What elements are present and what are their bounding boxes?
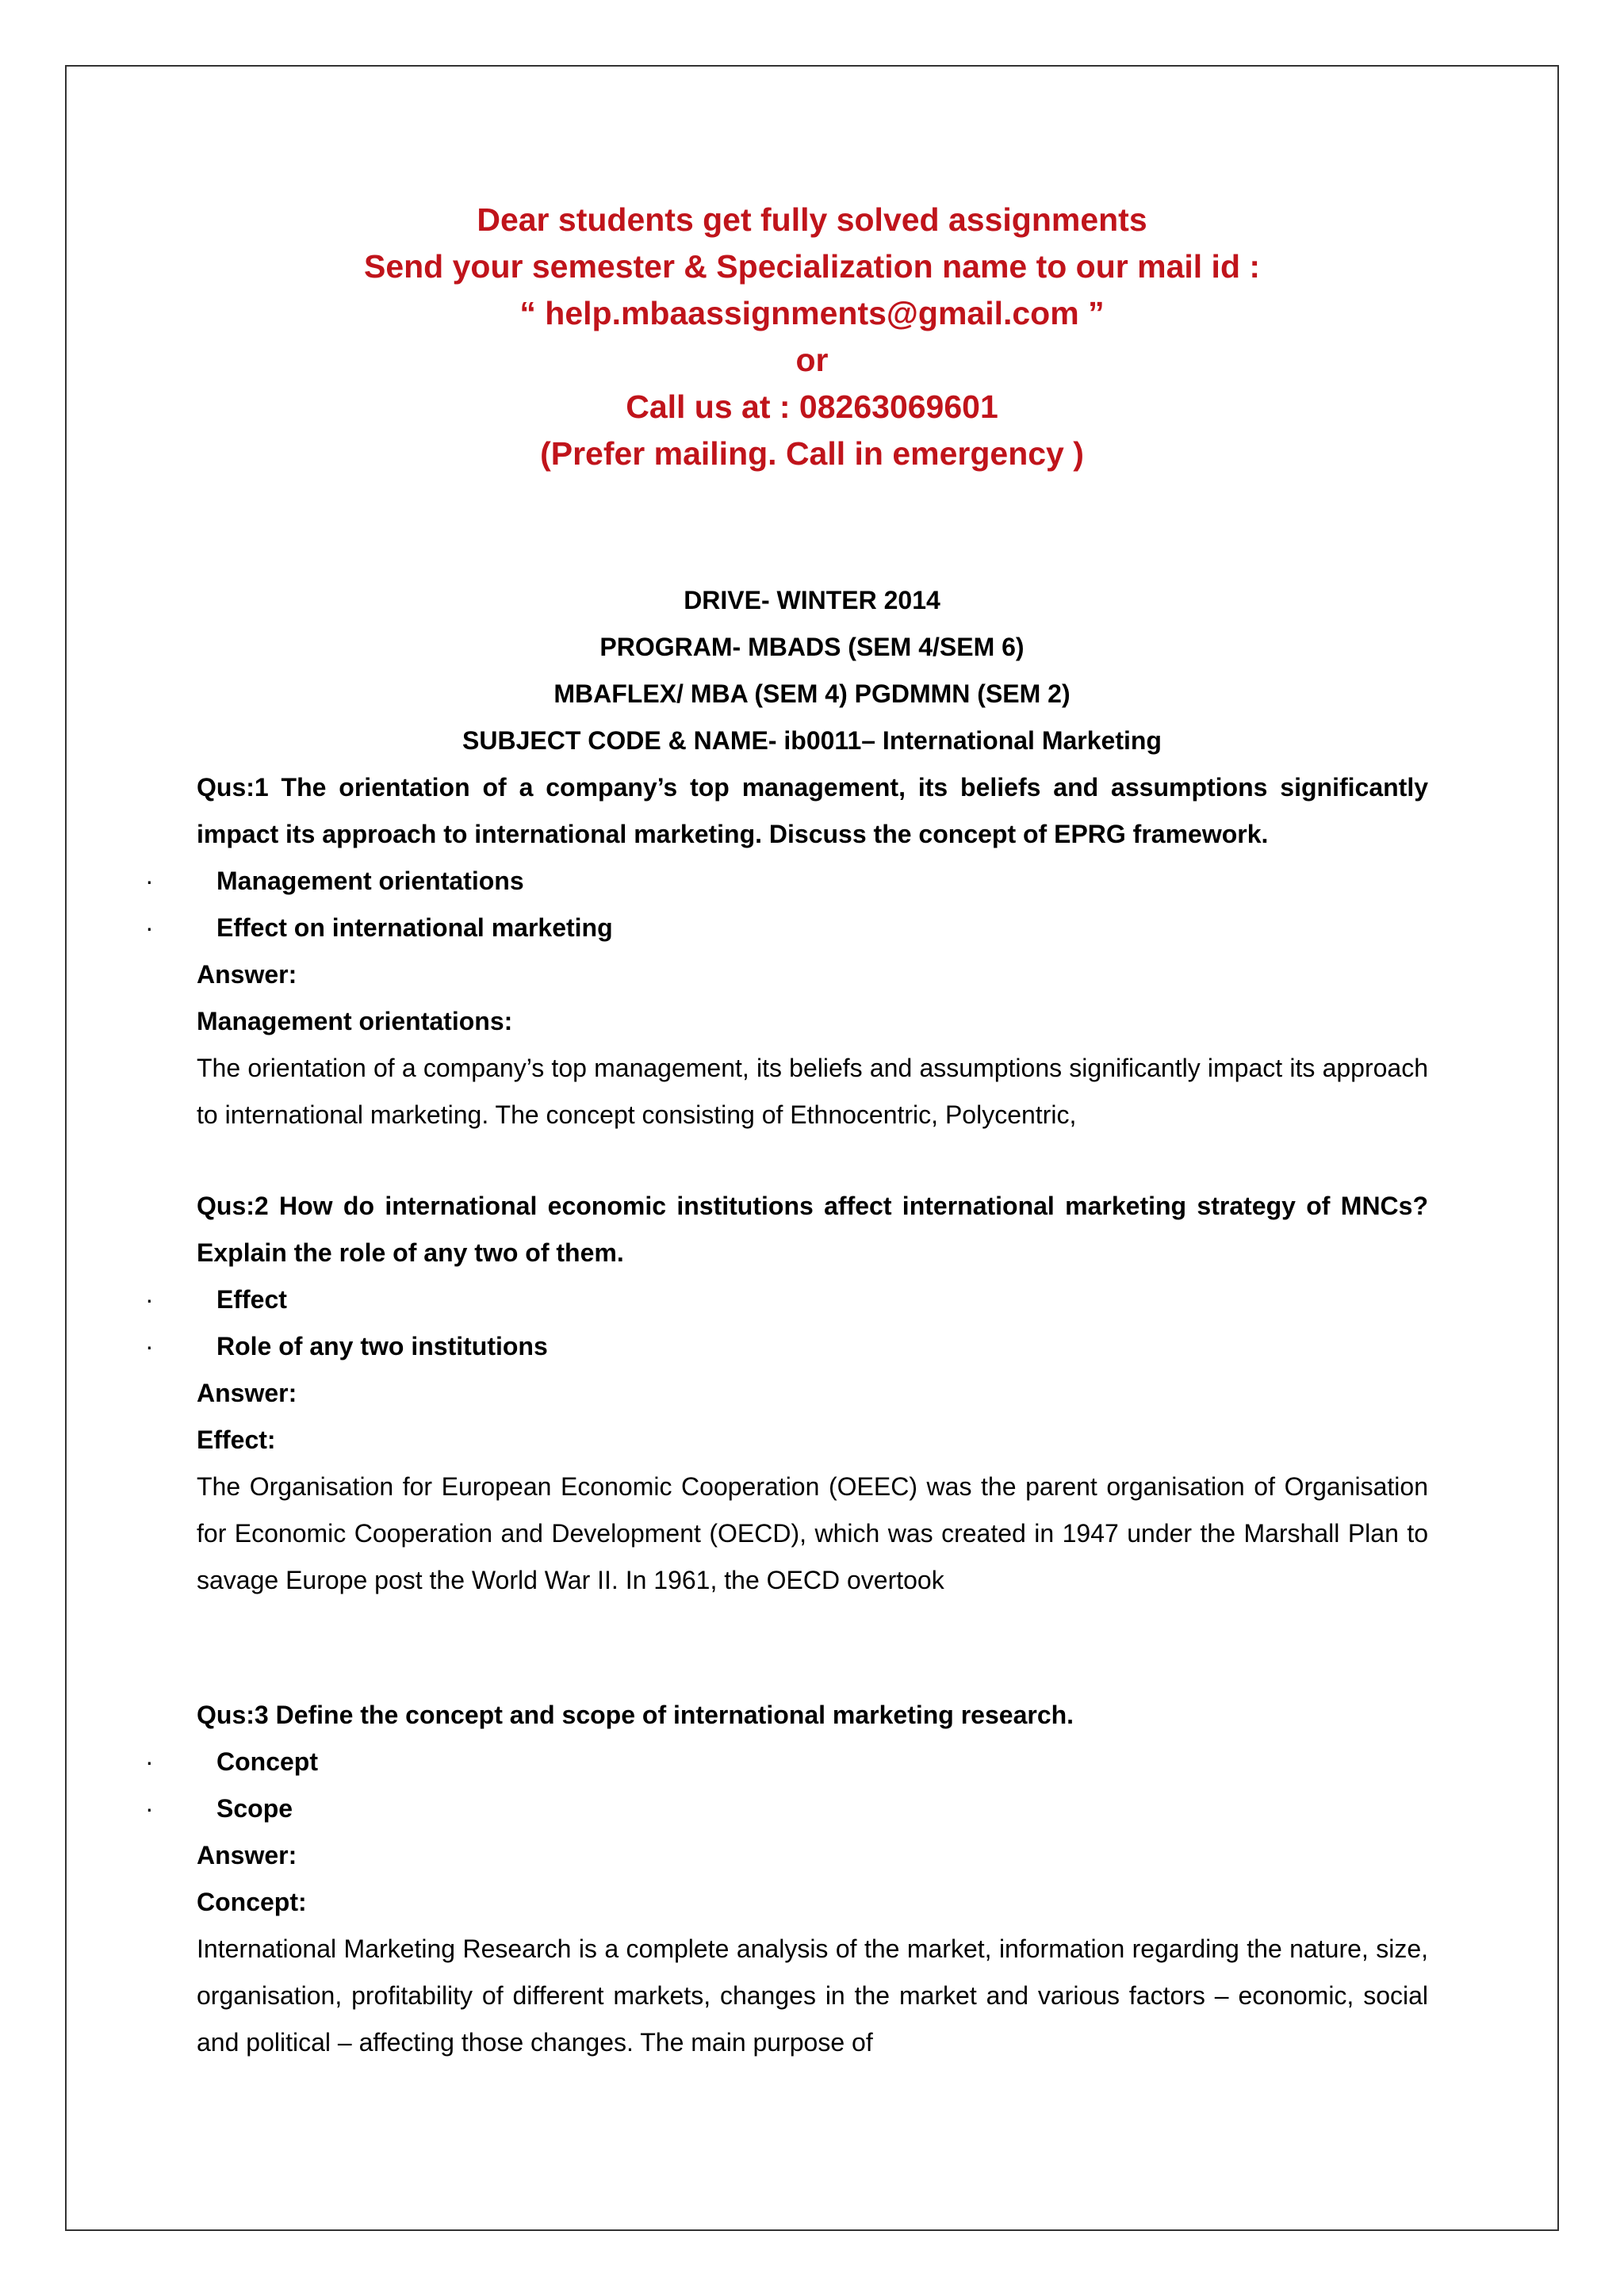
answer-body: The orientation of a company’s top management, its beliefs and assumptions significantly impact its approach to international marketing. The concept consisting of Ethnocentric, Polycentric, <box>197 1054 1428 1129</box>
program-title-2: MBAFLEX/ MBA (SEM 4) PGDMMN (SEM 2) <box>553 679 1071 708</box>
promo-line-1: Dear students get fully solved assignments <box>477 201 1147 238</box>
answer-body: The Organisation for European Economic Cooperation (OEEC) was the parent organisation of Organisation for Economic Cooperation and Development (OECD), which was created in 1947 under the Marshall Plan to savage Europe post the World War II. In 1961, the OECD overtook <box>197 1472 1428 1594</box>
bullet-glyph: · <box>145 1747 154 1776</box>
bullet-glyph: · <box>145 1794 154 1823</box>
bullet-item: · Management orientations <box>197 858 1428 905</box>
question-text: Qus:3 Define the concept and scope of international marketing research. <box>197 1701 1074 1729</box>
promo-header <box>65 197 1559 477</box>
bullet-glyph: · <box>145 1332 154 1360</box>
promo-or: or <box>795 342 829 378</box>
answer-label: Answer: <box>197 1379 297 1407</box>
answer-label: Answer: <box>197 1841 297 1869</box>
bullet-item: · Scope <box>197 1785 1428 1832</box>
promo-phone: Call us at : 08263069601 <box>626 388 998 425</box>
bullet-glyph: · <box>145 867 154 895</box>
assignment-titles <box>65 577 1559 764</box>
question-text: Qus:2 How do international economic institutions affect international marketing strategy of MNCs? Explain the role of any two of them. <box>197 1192 1428 1267</box>
answer-label: Answer: <box>197 960 297 989</box>
bullet-item: · Concept <box>197 1739 1428 1785</box>
bullet-item: · Role of any two institutions <box>197 1323 1428 1370</box>
bullet-item: · Effect on international marketing <box>197 905 1428 951</box>
answer-body: International Marketing Research is a complete analysis of the market, information regarding the nature, size, organisation, profitability of different markets, changes in the market and various factors – economic, social and political – affecting those changes. The main purpose of <box>197 1934 1428 2057</box>
subject-title: SUBJECT CODE & NAME- ib0011– International Marketing <box>462 726 1162 755</box>
answer-subheading: Effect: <box>197 1425 276 1454</box>
drive-title: DRIVE- WINTER 2014 <box>684 586 940 614</box>
program-title: PROGRAM- MBADS (SEM 4/SEM 6) <box>599 633 1025 661</box>
answer-subheading: Management orientations: <box>197 1007 513 1035</box>
question-text: Qus:1 The orientation of a company’s top management, its beliefs and assumptions significantly impact its approach to international marketing. Discuss the concept of EPRG framework. <box>197 773 1428 848</box>
answer-subheading: Concept: <box>197 1888 307 1916</box>
bullet-item: · Effect <box>197 1276 1428 1323</box>
question-block-1 <box>145 764 1428 1138</box>
promo-email: “ help.mbaassignments@gmail.com ” <box>519 295 1105 331</box>
bullet-glyph: · <box>145 913 154 942</box>
question-block-3 <box>145 1692 1428 2066</box>
question-block-2 <box>145 1183 1428 1604</box>
bullet-glyph: · <box>145 1285 154 1314</box>
promo-note: (Prefer mailing. Call in emergency ) <box>540 435 1084 472</box>
promo-line-2: Send your semester & Specialization name to our mail id : <box>363 248 1261 285</box>
